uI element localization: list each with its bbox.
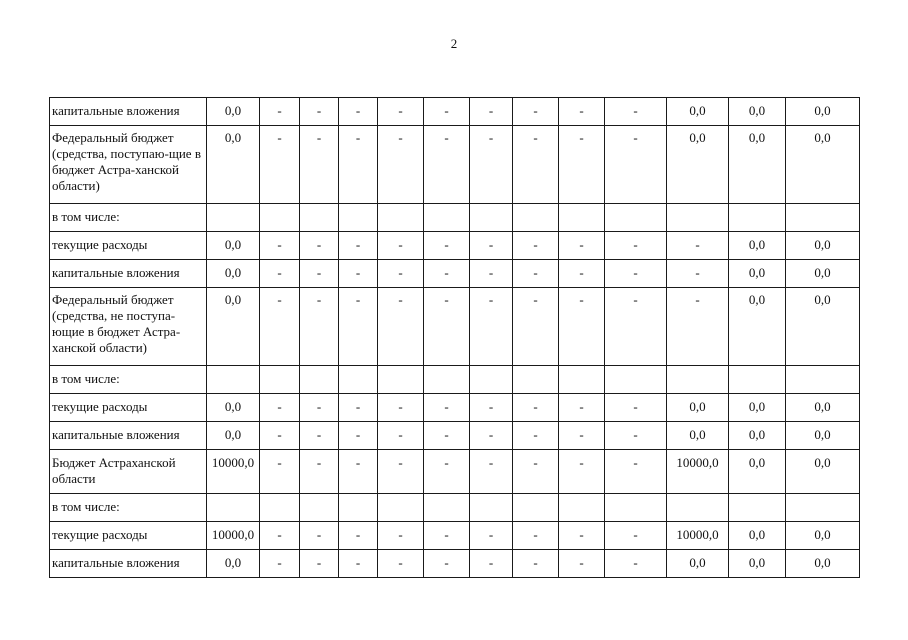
total-cell: 0,0 [207,394,260,422]
year-cell: - [605,422,667,450]
page-number: 2 [450,36,458,51]
value-cell: 0,0 [729,288,786,366]
year-cell [378,366,424,394]
year-cell [605,204,667,232]
year-cell: - [339,126,378,204]
year-cell [513,366,559,394]
year-cell [605,494,667,522]
value-cell: 0,0 [667,394,729,422]
year-cell: - [300,450,339,494]
year-cell: - [300,232,339,260]
year-cell: - [424,288,470,366]
value-cell: 0,0 [729,550,786,578]
year-cell: - [513,126,559,204]
value-cell: 0,0 [667,98,729,126]
budget-table [49,97,860,578]
year-cell: - [424,550,470,578]
value-cell: - [667,288,729,366]
year-cell [300,204,339,232]
table-row [50,260,860,288]
year-cell: - [300,288,339,366]
year-cell: - [339,232,378,260]
year-cell: - [339,422,378,450]
year-cell: - [470,232,513,260]
table-row [50,288,860,366]
year-cell [339,366,378,394]
table-row [50,550,860,578]
year-cell: - [559,288,605,366]
table-body [50,98,860,578]
year-cell: - [605,98,667,126]
year-cell: - [513,288,559,366]
value-cell [786,366,860,394]
year-cell: - [605,288,667,366]
year-cell: - [470,394,513,422]
value-cell [667,366,729,394]
year-cell: - [300,126,339,204]
year-cell: - [559,232,605,260]
row-label: капитальные вложения [50,98,207,126]
value-cell: 0,0 [786,394,860,422]
value-cell [729,366,786,394]
year-cell: - [260,522,300,550]
total-cell [207,204,260,232]
year-cell: - [559,98,605,126]
year-cell: - [378,450,424,494]
year-cell: - [424,450,470,494]
total-cell: 10000,0 [207,450,260,494]
row-label: капитальные вложения [50,260,207,288]
table-row [50,450,860,494]
year-cell: - [300,550,339,578]
year-cell: - [300,98,339,126]
year-cell [470,494,513,522]
row-label: в том числе: [50,366,207,394]
row-label: капитальные вложения [50,550,207,578]
year-cell: - [559,522,605,550]
year-cell: - [424,260,470,288]
table-row [50,522,860,550]
total-cell [207,494,260,522]
year-cell [260,204,300,232]
year-cell: - [513,522,559,550]
year-cell: - [260,260,300,288]
total-cell: 0,0 [207,126,260,204]
value-cell [667,494,729,522]
year-cell: - [605,232,667,260]
year-cell [605,366,667,394]
year-cell: - [339,450,378,494]
year-cell: - [260,450,300,494]
value-cell [786,494,860,522]
year-cell: - [339,550,378,578]
value-cell: 0,0 [729,450,786,494]
table-row [50,422,860,450]
table-row [50,98,860,126]
year-cell: - [378,98,424,126]
year-cell: - [300,260,339,288]
year-cell: - [300,394,339,422]
year-cell: - [605,450,667,494]
year-cell: - [559,450,605,494]
year-cell [513,204,559,232]
year-cell: - [378,394,424,422]
year-cell: - [513,98,559,126]
year-cell [470,366,513,394]
year-cell: - [378,232,424,260]
row-label: Федеральный бюджет (средства, поступаю-щие в бюджет Астра-ханской области) [50,126,207,204]
year-cell: - [470,98,513,126]
year-cell: - [260,288,300,366]
year-cell: - [260,550,300,578]
total-cell: 0,0 [207,232,260,260]
table-row [50,494,860,522]
year-cell [424,204,470,232]
table-row [50,394,860,422]
year-cell: - [559,422,605,450]
year-cell: - [424,522,470,550]
row-label: текущие расходы [50,522,207,550]
value-cell: 0,0 [786,232,860,260]
year-cell [260,366,300,394]
year-cell: - [559,260,605,288]
value-cell: 0,0 [729,126,786,204]
year-cell: - [605,550,667,578]
value-cell: - [667,232,729,260]
year-cell: - [260,98,300,126]
year-cell [559,366,605,394]
total-cell: 10000,0 [207,522,260,550]
total-cell: 0,0 [207,288,260,366]
year-cell [424,494,470,522]
year-cell: - [260,232,300,260]
year-cell [378,204,424,232]
year-cell: - [339,260,378,288]
value-cell: 0,0 [786,260,860,288]
year-cell: - [424,98,470,126]
year-cell: - [470,260,513,288]
value-cell [786,204,860,232]
year-cell [300,494,339,522]
year-cell: - [513,232,559,260]
value-cell: 0,0 [786,126,860,204]
year-cell [559,204,605,232]
year-cell [470,204,513,232]
year-cell [339,494,378,522]
value-cell: 0,0 [786,288,860,366]
value-cell [729,204,786,232]
row-label: текущие расходы [50,232,207,260]
year-cell: - [513,550,559,578]
year-cell: - [513,394,559,422]
year-cell: - [424,232,470,260]
year-cell: - [424,422,470,450]
year-cell [300,366,339,394]
value-cell: 0,0 [786,522,860,550]
row-label: в том числе: [50,494,207,522]
total-cell: 0,0 [207,98,260,126]
year-cell: - [513,260,559,288]
year-cell: - [378,550,424,578]
value-cell: 0,0 [786,550,860,578]
year-cell [424,366,470,394]
table-row [50,204,860,232]
year-cell: - [470,550,513,578]
value-cell: 0,0 [786,450,860,494]
value-cell: 0,0 [667,126,729,204]
year-cell [339,204,378,232]
year-cell: - [513,450,559,494]
value-cell: 0,0 [729,232,786,260]
year-cell: - [339,98,378,126]
year-cell: - [339,288,378,366]
value-cell: 0,0 [786,98,860,126]
value-cell: 0,0 [667,422,729,450]
year-cell: - [470,126,513,204]
year-cell: - [424,126,470,204]
row-label: Бюджет Астраханской области [50,450,207,494]
year-cell: - [424,394,470,422]
row-label: капитальные вложения [50,422,207,450]
total-cell: 0,0 [207,550,260,578]
year-cell [260,494,300,522]
year-cell: - [260,394,300,422]
year-cell: - [559,126,605,204]
year-cell: - [605,260,667,288]
year-cell: - [260,422,300,450]
year-cell: - [470,288,513,366]
year-cell: - [378,260,424,288]
year-cell: - [378,422,424,450]
year-cell [559,494,605,522]
year-cell: - [559,550,605,578]
row-label: в том числе: [50,204,207,232]
value-cell: 0,0 [729,394,786,422]
value-cell: 0,0 [729,260,786,288]
year-cell: - [470,422,513,450]
total-cell: 0,0 [207,422,260,450]
value-cell: 0,0 [667,550,729,578]
year-cell: - [378,288,424,366]
value-cell [667,204,729,232]
year-cell: - [605,126,667,204]
table-row [50,232,860,260]
row-label: Федеральный бюджет (средства, не поступа-ющие в бюджет Астра-ханской области) [50,288,207,366]
value-cell: 0,0 [786,422,860,450]
year-cell [513,494,559,522]
year-cell: - [300,422,339,450]
value-cell: 0,0 [729,98,786,126]
year-cell: - [470,522,513,550]
year-cell: - [605,394,667,422]
year-cell: - [300,522,339,550]
total-cell: 0,0 [207,260,260,288]
year-cell: - [378,126,424,204]
year-cell: - [339,522,378,550]
year-cell: - [260,126,300,204]
year-cell: - [378,522,424,550]
year-cell: - [605,522,667,550]
value-cell: 0,0 [729,522,786,550]
value-cell [729,494,786,522]
year-cell: - [470,450,513,494]
year-cell: - [513,422,559,450]
year-cell: - [339,394,378,422]
value-cell: 0,0 [729,422,786,450]
year-cell [378,494,424,522]
value-cell: 10000,0 [667,522,729,550]
year-cell: - [559,394,605,422]
value-cell: - [667,260,729,288]
row-label: текущие расходы [50,394,207,422]
total-cell [207,366,260,394]
table-row [50,366,860,394]
value-cell: 10000,0 [667,450,729,494]
table-row [50,126,860,204]
